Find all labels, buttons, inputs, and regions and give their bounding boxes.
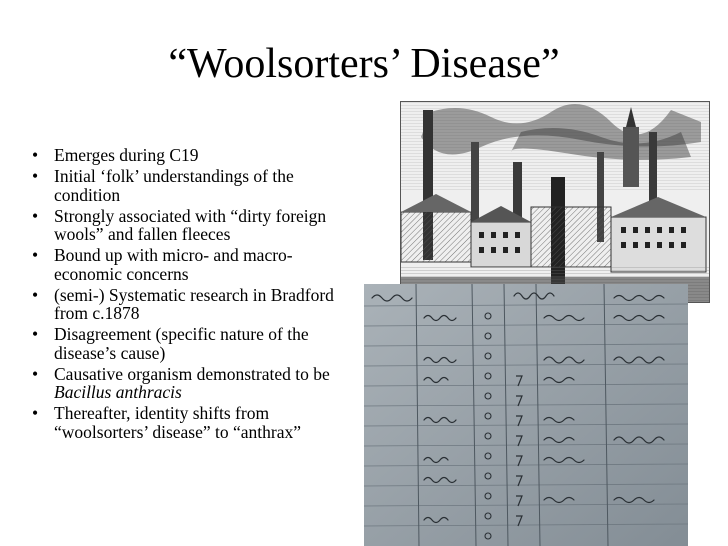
bullet-dot: •: [32, 324, 39, 344]
bullet-text: Causative organism demonstrated to be: [54, 363, 330, 384]
bullet-item: [30, 246, 360, 283]
bullet-dot: •: [32, 363, 39, 384]
slide-title: “Woolsorters’ Disease”: [168, 41, 560, 87]
handwritten-ledger-photo: [364, 284, 688, 546]
bullet-text: Bound up with micro- and macro-economic concerns: [54, 245, 293, 284]
bullet-item: [30, 404, 360, 441]
bullet-text: Thereafter, identity shifts from “woolsorters’ disease” to “anthrax”: [54, 403, 301, 442]
bullet-item: [30, 365, 360, 402]
bullet-text: (semi-) Systematic research in Bradford from c.1878: [54, 284, 334, 323]
bullet-dot: •: [32, 403, 39, 423]
engraving-illustration: [401, 102, 709, 302]
bullet-italic-text: Bacillus anthracis: [54, 382, 182, 402]
bullet-text: Strongly associated with “dirty foreign wools” and fallen fleeces: [54, 205, 327, 244]
bullet-dot: •: [32, 166, 39, 186]
ledger-illustration: [364, 284, 688, 546]
bullet-item: [30, 286, 360, 323]
bullet-dot: •: [32, 284, 39, 305]
bullet-list: [30, 146, 360, 444]
industrial-town-engraving: [400, 101, 710, 303]
bullet-text: Emerges during C19: [54, 145, 199, 165]
bullet-item: [30, 146, 360, 165]
bullet-item: [30, 207, 360, 244]
bullet-text: Disagreement (specific nature of the disease’s cause): [54, 324, 309, 363]
bullet-dot: •: [32, 245, 39, 265]
bullet-dot: •: [32, 145, 39, 165]
bullet-dot: •: [32, 205, 39, 226]
bullet-item: [30, 325, 360, 362]
bullet-item: [30, 167, 360, 204]
bullet-text: Initial ‘folk’ understandings of the condition: [54, 166, 294, 205]
